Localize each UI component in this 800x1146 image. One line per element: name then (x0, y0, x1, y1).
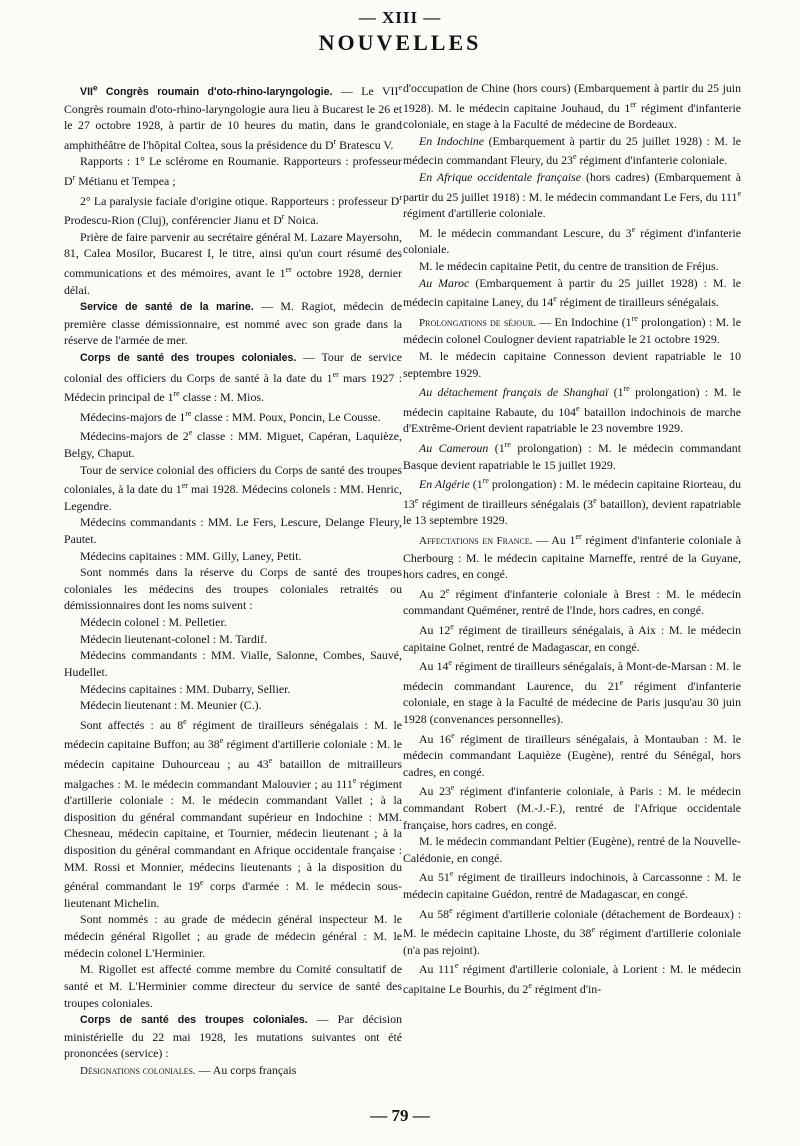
smallcaps-heading: Prolongations de séjour. (419, 316, 536, 329)
italic-heading: Au Cameroun (419, 440, 489, 455)
paragraph: Au 2e régiment d'infanterie coloniale à Brest : M. le médecin commandant Quéméner, rentré de l'Inde, hors cadres, en congé. (403, 585, 742, 618)
paragraph: M. Rigollet est affecté comme membre du Comité consultatif de santé et M. L'Herminier comme directeur du service de santé des troupes coloniales. (64, 962, 402, 1010)
paragraph-heading: Corps de santé des troupes coloniales. (80, 352, 297, 364)
paragraph: M. le médecin commandant Peltier (Eugène), rentré de la Nouvelle-Calédonie, en congé. (403, 834, 741, 865)
paragraph-heading: VIIe Congrès roumain d'oto-rhino-laryngologie. (80, 83, 333, 98)
page-number: — 79 — (370, 1106, 430, 1125)
paragraph: M. le médecin commandant Lescure, du 3e régiment d'infanterie coloniale. (403, 224, 741, 257)
paragraph: Affectations en France. — Au 1er régiment d'infanterie coloniale à Cherbourg : M. le médecin capitaine Marneffe, rentré de la Guyane, hors cadres, en congé. (403, 531, 741, 582)
paragraph: 2° La paralysie faciale d'origine otique. Rapporteurs : professeur $D^r$ Prodescu-Rion (Cluj), conférencier Jianu et $D^r$ Noica. (64, 192, 402, 228)
paragraph: Sont affectés : au 8e régiment de tirailleurs sénégalais : M. le médecin capitaine Buffon; au 38e régiment d'artillerie coloniale : M. le médecin capitaine Duhourceau ; au 43e bataillon de mitrailleurs malgaches : M. le médecin commandant Malouvier ; au 111e régiment d'artillerie coloniale : M. le médecin commandant Vallet ; à la disposition du général commandant supérieur en Indochine : MM. Chesneau, médecin capitaine, et Tournier, médecin lieutenant ; à la disposition du général commandant en Afrique occidentale française : MM. Rossi et Monnier, médecins lieutenants ; à la disposition du général commandant le 19e corps d'armée : M. le médecin sous-lieutenant Michelin. (64, 716, 403, 910)
paragraph: Au 12e régiment de tirailleurs sénégalais, à Aix : M. le médecin capitaine Golnet, rentré de Madagascar, en congé. (403, 621, 742, 654)
paragraph: M. le médecin capitaine Petit, du centre de transition de Fréjus. (419, 259, 719, 273)
paragraph: En Algérie (1re prolongation) : M. le médecin capitaine Riorteau, du 13e régiment de tirailleurs sénégalais (3e bataillon), devient rapatriable le 13 septembre 1929. (403, 476, 742, 528)
paragraph: M. le médecin capitaine Connesson devient rapatriable le 10 septembre 1929. (403, 349, 741, 380)
paragraph: Prière de faire parvenir au secrétaire général M. Lazare Mayersohn, 81, Calea Mosilor, Bucarest I, le titre, ainsi qu'un court résumé des communications et des mémoires, avant le 1er octobre 1928, dernier délai. (64, 229, 402, 297)
paragraph: Médecins-majors de 1re classe : MM. Poux, Poncin, Le Cousse. (80, 408, 381, 424)
left-column (64, 80, 402, 1080)
paragraph: Médecins capitaines : MM. Dubarry, Sellier. (80, 681, 291, 696)
italic-heading: Au détachement français de Shanghaï (419, 385, 609, 400)
paragraph: Médecins commandants : MM. Le Fers, Lescure, Delange Fleury, Pautet. (64, 515, 402, 546)
paragraph: Au Maroc (Embarquement à partir du 25 juillet 1928) : M. le médecin capitaine Laney, du 14e régiment de tirailleurs sénégalais. (403, 275, 741, 310)
paragraph: Corps de santé des troupes coloniales. — Par décision ministérielle du 22 mai 1928, les mutations suivantes ont été prononcées (service) : (64, 1012, 403, 1061)
smallcaps-heading: Affectations en France. (419, 534, 533, 547)
italic-heading: Au Maroc (419, 275, 470, 290)
paragraph: Au 58e régiment d'artillerie coloniale (détachement de Bordeaux) : M. le médecin capitaine Lhoste, du 38e régiment d'artillerie coloniale (n'a pas rejoint). (403, 905, 741, 957)
paragraph: Au 14e régiment de tirailleurs sénégalais, à Mont-de-Marsan : M. le médecin commandant Laurence, du 21e régiment d'infanterie coloniale, en stage à la Faculté de médecine de Paris jusqu'au 30 juin 1928 (convenances personnelles). (403, 658, 741, 726)
paragraph: Médecin colonel : M. Pelletier. (80, 615, 227, 630)
page-folio-top: — XIII — (358, 8, 442, 27)
paragraph: En Indochine (Embarquement à partir du 25 juillet 1928) : M. le médecin commandant Fleury, du 23e régiment d'infanterie coloniale. (403, 133, 741, 168)
paragraph-heading: Service de santé de la marine. (80, 301, 254, 314)
paragraph: Prolongations de séjour. — En Indochine (1re prolongation) : M. le médecin colonel Coulogner devient rapatriable le 21 octobre 1929. (403, 313, 741, 347)
paragraph-heading: Corps de santé des troupes coloniales. (80, 1014, 308, 1027)
italic-heading: En Afrique occidentale française (419, 170, 582, 184)
paragraph: Médecins commandants : MM. Vialle, Salonne, Combes, Sauvé, Hudellet. (64, 648, 402, 679)
paragraph: d'occupation de Chine (hors cours) (Embarquement à partir du 25 juin 1928). M. le médecin capitaine Jouhaud, du 1er régiment d'infanterie coloniale, en stage à la Faculté de médecine de Bordeaux. (403, 81, 742, 132)
smallcaps-heading: Désignations coloniales. (80, 1065, 196, 1077)
paragraph: Au 16e régiment de tirailleurs sénégalais, à Montauban : M. le médecin commandant Laquièze (Eugène), rentré du Sénégal, hors cadres, en congé. (403, 730, 742, 779)
italic-heading: En Algérie (419, 477, 470, 492)
section-title: NOUVELLES (318, 30, 482, 55)
paragraph: Corps de santé des troupes coloniales. — Tour de service colonial des officiers du Corps de santé à la date du 1er mars 1927 : Médecin principal de 1re classe : M. Mios. (64, 350, 402, 405)
paragraph: VIIe Congrès roumain d'oto-rhino-laryngologie. — Le VIIe Congrès roumain d'oto-rhino-laryngologie aura lieu à Bucarest le 26 et le 27 octobre 1928, à partir de 10 heures du matin, dans le grand amphithéâtre de l'hôpital Coltea, sous la présidence du $D^r$ Bratescu V. (64, 83, 402, 152)
paragraph: Médecins-majors de 2e classe : MM. Miguet, Capéran, Laquièze, Belgy, Chaput. (64, 428, 402, 460)
paragraph: Service de santé de la marine. — M. Ragiot, médecin de première classe démissionnaire, est nommé avec son grade dans la réserve de l'armée de mer. (64, 299, 402, 348)
paragraph: Au détachement français de Shanghaï (1re prolongation) : M. le médecin capitaine Rabaute, du 104e bataillon indochinois de marche d'Extrême-Orient devient rapatriable le 23 novembre 1929. (403, 384, 742, 436)
italic-heading: En Indochine (419, 133, 485, 148)
paragraph: Rapports : 1° Le sclérome en Roumanie. Rapporteurs : professeur $D^r$ Métianu et Tempea ; (64, 154, 402, 188)
paragraph: Au Cameroun (1re prolongation) : M. le médecin commandant Basque devient rapatriable le 15 juillet 1929. (403, 440, 742, 472)
paragraph: Médecin lieutenant : M. Meunier (C.). (80, 698, 262, 713)
paragraph: Sont nommés : au grade de médecin général inspecteur M. le médecin général Rigollet ; au grade de médecin général : M. le médecin colonel L'Herminier. (64, 912, 402, 960)
paragraph: Désignations coloniales. — Au corps français (80, 1063, 297, 1077)
paragraph: En Afrique occidentale française (hors cadres) (Embarquement à partir du 25 juillet 1918) : M. le médecin commandant Le Fers, du 111e régiment d'artillerie coloniale. (403, 170, 741, 221)
paragraph: Au 23e régiment d'infanterie coloniale, à Paris : M. le médecin commandant Robert (M.-J.-F.), rentré de l'Afrique occidentale française, hors cadres, en congé. (403, 783, 741, 832)
paragraph: Au 111e régiment d'artillerie coloniale, à Lorient : M. le médecin capitaine Le Bourhis, du 2e régiment d'in- (403, 961, 741, 996)
paragraph: Au 51e régiment de tirailleurs indochinois, à Carcassonne : M. le médecin capitaine Guédon, rentré de Madagascar, en congé. (403, 869, 742, 901)
paragraph: Tour de service colonial des officiers du Corps de santé des troupes coloniales, à la date du 1er mai 1928. Médecins colonels : MM. Henric, Legendre. (64, 462, 402, 513)
right-column (403, 80, 741, 997)
paragraph: Sont nommés dans la réserve du Corps de santé des troupes coloniales les médecins des troupes coloniales retraités ou démissionnaires dont les noms suivent : (64, 565, 402, 613)
paragraph: Médecins capitaines : MM. Gilly, Laney, Petit. (80, 548, 302, 563)
paragraph: Médecin lieutenant-colonel : M. Tardif. (80, 631, 268, 646)
